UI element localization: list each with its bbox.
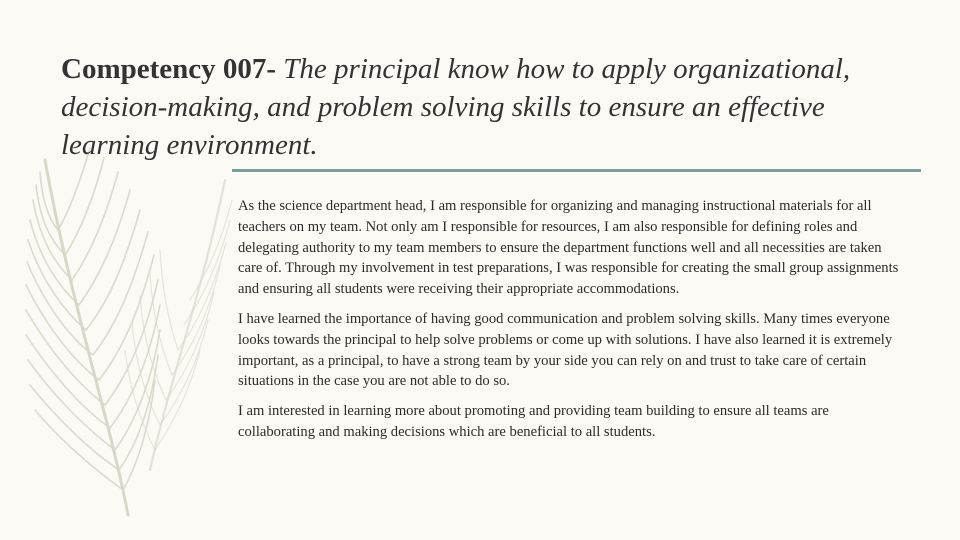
slide-title [61, 50, 921, 164]
title-competency-label: Competency 007- [61, 53, 277, 85]
title-competency-description: The principal know how to apply organizational, decision-making, and problem solving skills to ensure an effective learning environment. [61, 53, 851, 161]
paragraph-2: I have learned the importance of having good communication and problem solving skills. Many times everyone looks towards the principal to help solve problems or come up with solutions. I have also learned it is extremely important, as a principal, to have a strong team by your side you can rely on and trust to take care of certain situations in the case you are not able to do so. [238, 310, 893, 390]
body-text [238, 196, 908, 452]
paragraph-1: As the science department head, I am responsible for organizing and managing instructional materials for all teachers on my team. Not only am I responsible for resources, I am also responsible for defining roles and delegating authority to my team members to ensure the department functions well and all necessities are taken care of. Through my involvement in test preparations, I was responsible for creating the small group assignments and ensuring all students were receiving their appropriate accommodations. [238, 198, 899, 298]
title-divider [232, 169, 921, 172]
paragraph-3: I am interested in learning more about promoting and providing team building to ensure all teams are collaborating and making decisions which are beneficial to all students. [238, 403, 829, 440]
